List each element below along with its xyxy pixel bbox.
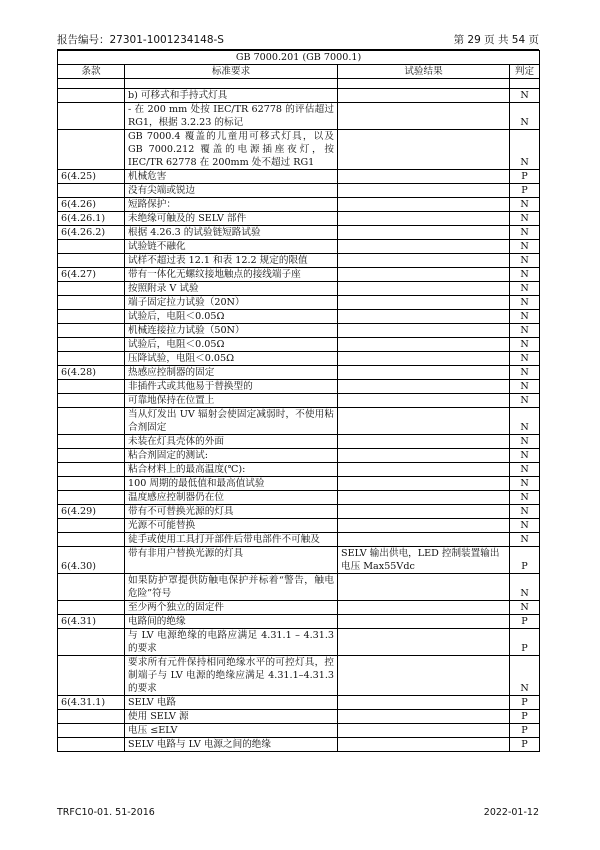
clause-cell bbox=[58, 352, 125, 366]
result-cell bbox=[338, 296, 510, 310]
table-row bbox=[58, 408, 540, 435]
result-cell bbox=[338, 601, 510, 615]
verdict-cell: N bbox=[510, 601, 540, 615]
table-row bbox=[58, 533, 540, 547]
verdict-cell: N bbox=[510, 296, 540, 310]
table-row bbox=[58, 629, 540, 656]
requirement-cell: 100 周期的最低值和最高值试验 bbox=[125, 477, 338, 491]
verdict-cell: N bbox=[510, 226, 540, 240]
clause-cell bbox=[58, 310, 125, 324]
table-row bbox=[58, 130, 540, 170]
table-row bbox=[58, 696, 540, 710]
clause-cell bbox=[58, 463, 125, 477]
verdict-cell: P bbox=[510, 710, 540, 724]
requirement-cell: 粘合材料上的最高温度(℃): bbox=[125, 463, 338, 477]
requirement-cell: 带有非用户替换光源的灯具 bbox=[125, 547, 338, 574]
table-row bbox=[58, 724, 540, 738]
table-row bbox=[58, 89, 540, 103]
requirement-cell: 试验后，电阻＜0.05Ω bbox=[125, 310, 338, 324]
table-row bbox=[58, 296, 540, 310]
clause-cell: 6(4.29) bbox=[58, 505, 125, 519]
table-row bbox=[58, 184, 540, 198]
requirement-cell: 根据 4.26.3 的试验链短路试验 bbox=[125, 226, 338, 240]
verdict-cell: N bbox=[510, 240, 540, 254]
table-row bbox=[58, 505, 540, 519]
verdict-cell: N bbox=[510, 519, 540, 533]
clause-cell: 6(4.28) bbox=[58, 366, 125, 380]
verdict-cell: P bbox=[510, 629, 540, 656]
result-cell bbox=[338, 352, 510, 366]
table-row bbox=[58, 491, 540, 505]
clause-cell bbox=[58, 130, 125, 170]
result-cell bbox=[338, 130, 510, 170]
requirement-cell: 徒手或使用工具打开部件后带电部件不可触及 bbox=[125, 533, 338, 547]
result-cell bbox=[338, 184, 510, 198]
verdict-cell: N bbox=[510, 324, 540, 338]
verdict-cell: P bbox=[510, 547, 540, 574]
requirement-cell: 电压 ≤ELV bbox=[125, 724, 338, 738]
result-cell bbox=[338, 696, 510, 710]
result-cell bbox=[338, 366, 510, 380]
clause-cell bbox=[58, 103, 125, 130]
column-header-row bbox=[58, 65, 540, 79]
requirement-cell: 可靠地保持在位置上 bbox=[125, 394, 338, 408]
verdict-cell: N bbox=[510, 198, 540, 212]
requirement-cell: 未装在灯具壳体的外面 bbox=[125, 435, 338, 449]
requirement-cell: 短路保护： bbox=[125, 198, 338, 212]
result-cell bbox=[338, 477, 510, 491]
table-row bbox=[58, 338, 540, 352]
clause-cell bbox=[58, 601, 125, 615]
verdict-cell: P bbox=[510, 696, 540, 710]
verdict-cell: P bbox=[510, 738, 540, 752]
table-row bbox=[58, 352, 540, 366]
verdict-cell: N bbox=[510, 338, 540, 352]
clause-cell bbox=[58, 296, 125, 310]
table-row bbox=[58, 435, 540, 449]
table-row bbox=[58, 226, 540, 240]
result-cell bbox=[338, 310, 510, 324]
clause-cell bbox=[58, 574, 125, 601]
report-number: 报告编号：27301-1001234148-S bbox=[57, 34, 224, 46]
requirement-cell: 要求所有元件保持相同绝缘水平的可控灯具，控制端子与 LV 电源的绝缘应满足 4.31.1–4.31.3 的要求 bbox=[125, 656, 338, 696]
requirement-cell: 带有一体化无螺纹接地触点的接线端子座 bbox=[125, 268, 338, 282]
table-row bbox=[58, 463, 540, 477]
result-header: 试验结果 bbox=[338, 65, 510, 79]
clause-cell bbox=[58, 435, 125, 449]
clause-cell bbox=[58, 184, 125, 198]
table-row bbox=[58, 547, 540, 574]
result-cell bbox=[338, 89, 510, 103]
result-cell bbox=[338, 435, 510, 449]
result-cell bbox=[338, 240, 510, 254]
verdict-cell: N bbox=[510, 435, 540, 449]
table-row bbox=[58, 310, 540, 324]
verdict-cell: N bbox=[510, 89, 540, 103]
requirement-cell: 至少两个独立的固定件 bbox=[125, 601, 338, 615]
result-cell bbox=[338, 282, 510, 296]
requirement-cell: SELV 电路 bbox=[125, 696, 338, 710]
verdict-cell: N bbox=[510, 103, 540, 130]
result-cell bbox=[338, 519, 510, 533]
requirement-cell: 端子固定拉力试验（20N） bbox=[125, 296, 338, 310]
verdict-cell: N bbox=[510, 574, 540, 601]
table-row bbox=[58, 449, 540, 463]
clause-cell: 6(4.31.1) bbox=[58, 696, 125, 710]
table-row bbox=[58, 212, 540, 226]
requirement-cell: 试验链不融化 bbox=[125, 240, 338, 254]
verdict-cell: N bbox=[510, 533, 540, 547]
table-row bbox=[58, 240, 540, 254]
clause-cell bbox=[58, 282, 125, 296]
verdict-cell: N bbox=[510, 268, 540, 282]
clause-cell bbox=[58, 656, 125, 696]
table-row bbox=[58, 710, 540, 724]
clause-cell bbox=[58, 449, 125, 463]
requirement-cell: 试样不超过表 12.1 和表 12.2 规定的限值 bbox=[125, 254, 338, 268]
clause-cell bbox=[58, 738, 125, 752]
table-row bbox=[58, 394, 540, 408]
table-row bbox=[58, 282, 540, 296]
verdict-cell: N bbox=[510, 491, 540, 505]
requirement-cell: 试验后，电阻＜0.05Ω bbox=[125, 338, 338, 352]
table-row bbox=[58, 268, 540, 282]
standard-title: GB 7000.201 (GB 7000.1) bbox=[58, 51, 540, 65]
clause-cell bbox=[58, 394, 125, 408]
clause-cell: 6(4.26.2) bbox=[58, 226, 125, 240]
requirement-cell: 使用 SELV 源 bbox=[125, 710, 338, 724]
verdict-cell: N bbox=[510, 366, 540, 380]
result-cell bbox=[338, 710, 510, 724]
verdict-cell: N bbox=[510, 352, 540, 366]
verdict-cell: N bbox=[510, 656, 540, 696]
table-row bbox=[58, 615, 540, 629]
clause-cell bbox=[58, 240, 125, 254]
form-number: TRFC10-01. 51-2016 bbox=[57, 807, 155, 818]
result-cell bbox=[338, 408, 510, 435]
result-cell bbox=[338, 254, 510, 268]
result-cell bbox=[338, 724, 510, 738]
clause-cell bbox=[58, 491, 125, 505]
requirement-cell: 电路间的绝缘 bbox=[125, 615, 338, 629]
result-cell bbox=[338, 738, 510, 752]
result-cell bbox=[338, 324, 510, 338]
table-row bbox=[58, 477, 540, 491]
result-cell bbox=[338, 170, 510, 184]
result-cell bbox=[338, 574, 510, 601]
clause-cell bbox=[58, 533, 125, 547]
result-cell bbox=[338, 615, 510, 629]
table-row bbox=[58, 519, 540, 533]
result-cell bbox=[338, 505, 510, 519]
result-cell bbox=[338, 212, 510, 226]
result-cell bbox=[338, 103, 510, 130]
requirement-cell: 带有不可替换光源的灯具 bbox=[125, 505, 338, 519]
verdict-cell: N bbox=[510, 394, 540, 408]
requirement-cell: 未绝缘可触及的 SELV 部件 bbox=[125, 212, 338, 226]
clause-cell bbox=[58, 519, 125, 533]
result-cell bbox=[338, 394, 510, 408]
footer-date: 2022-01-12 bbox=[483, 807, 539, 818]
table-row bbox=[58, 198, 540, 212]
verdict-cell: N bbox=[510, 130, 540, 170]
verdict-header: 判定 bbox=[510, 65, 540, 79]
requirement-cell: 当从灯发出 UV 辐射会使固定减弱时，不使用粘合剂固定 bbox=[125, 408, 338, 435]
spacer-row bbox=[58, 79, 540, 89]
result-cell bbox=[338, 380, 510, 394]
requirement-cell: 压降试验，电阻＜0.05Ω bbox=[125, 352, 338, 366]
verdict-cell: N bbox=[510, 408, 540, 435]
table-row bbox=[58, 103, 540, 130]
requirement-cell: 如果防护罩提供防触电保护并标着“警告，触电危险”符号 bbox=[125, 574, 338, 601]
table-row bbox=[58, 380, 540, 394]
clause-cell bbox=[58, 254, 125, 268]
clause-cell bbox=[58, 629, 125, 656]
result-cell bbox=[338, 449, 510, 463]
table-row bbox=[58, 601, 540, 615]
table-row bbox=[58, 170, 540, 184]
result-cell bbox=[338, 533, 510, 547]
table-row bbox=[58, 366, 540, 380]
clause-cell bbox=[58, 380, 125, 394]
clause-cell: 6(4.31) bbox=[58, 615, 125, 629]
requirement-cell: - 在 200 mm 处按 IEC/TR 62778 的评估超过 RG1，根据 3.2.23 的标记 bbox=[125, 103, 338, 130]
requirement-cell: 按照附录 V 试验 bbox=[125, 282, 338, 296]
clause-cell bbox=[58, 338, 125, 352]
clause-cell bbox=[58, 408, 125, 435]
verdict-cell: P bbox=[510, 184, 540, 198]
table-row bbox=[58, 324, 540, 338]
clause-cell bbox=[58, 477, 125, 491]
clause-cell: 6(4.30) bbox=[58, 547, 125, 574]
table-row bbox=[58, 574, 540, 601]
result-cell bbox=[338, 629, 510, 656]
requirement-header: 标准要求 bbox=[125, 65, 338, 79]
clause-cell: 6(4.27) bbox=[58, 268, 125, 282]
verdict-cell: N bbox=[510, 212, 540, 226]
verdict-cell: N bbox=[510, 477, 540, 491]
verdict-cell: N bbox=[510, 505, 540, 519]
table-row bbox=[58, 656, 540, 696]
table-row bbox=[58, 738, 540, 752]
standard-row bbox=[58, 51, 540, 65]
table-row bbox=[58, 254, 540, 268]
clause-cell bbox=[58, 89, 125, 103]
clause-cell bbox=[58, 710, 125, 724]
requirement-cell: 光源不可能替换 bbox=[125, 519, 338, 533]
verdict-cell: N bbox=[510, 463, 540, 477]
verdict-cell: P bbox=[510, 615, 540, 629]
verdict-cell: P bbox=[510, 170, 540, 184]
result-cell bbox=[338, 268, 510, 282]
requirement-cell: SELV 电路与 LV 电源之间的绝缘 bbox=[125, 738, 338, 752]
requirement-cell: 没有尖端或锐边 bbox=[125, 184, 338, 198]
result-cell: SELV 输出供电，LED 控制装置输出电压 Max55Vdc bbox=[338, 547, 510, 574]
clause-cell bbox=[58, 724, 125, 738]
clause-header: 条款 bbox=[58, 65, 125, 79]
requirement-cell: GB 7000.4 覆盖的儿童用可移式灯具，以及 GB 7000.212 覆盖的电源插座夜灯，按 IEC/TR 62778 在 200mm 处不超过 RG1 bbox=[125, 130, 338, 170]
requirement-cell: 机械危害 bbox=[125, 170, 338, 184]
verdict-cell: P bbox=[510, 724, 540, 738]
verdict-cell: N bbox=[510, 282, 540, 296]
clause-cell bbox=[58, 324, 125, 338]
verdict-cell: N bbox=[510, 254, 540, 268]
result-cell bbox=[338, 463, 510, 477]
requirement-cell: b) 可移式和手持式灯具 bbox=[125, 89, 338, 103]
clause-cell: 6(4.26.1) bbox=[58, 212, 125, 226]
result-cell bbox=[338, 226, 510, 240]
result-cell bbox=[338, 656, 510, 696]
requirement-cell: 温度感应控制器仍在位 bbox=[125, 491, 338, 505]
clause-cell: 6(4.26) bbox=[58, 198, 125, 212]
requirement-cell: 与 LV 电源绝缘的电路应满足 4.31.1 – 4.31.3 的要求 bbox=[125, 629, 338, 656]
table-body bbox=[58, 89, 540, 752]
requirement-cell: 粘合剂固定的测试: bbox=[125, 449, 338, 463]
requirement-cell: 热感应控制器的固定 bbox=[125, 366, 338, 380]
requirement-cell: 机械连接拉力试验（50N） bbox=[125, 324, 338, 338]
result-cell bbox=[338, 338, 510, 352]
result-cell bbox=[338, 491, 510, 505]
verdict-cell: N bbox=[510, 449, 540, 463]
result-cell bbox=[338, 198, 510, 212]
page-number: 第 29 页 共 54 页 bbox=[453, 34, 539, 46]
clause-cell: 6(4.25) bbox=[58, 170, 125, 184]
verdict-cell: N bbox=[510, 310, 540, 324]
requirement-cell: 非插件式或其他易于替换型的 bbox=[125, 380, 338, 394]
verdict-cell: N bbox=[510, 380, 540, 394]
test-report-table bbox=[57, 50, 540, 752]
